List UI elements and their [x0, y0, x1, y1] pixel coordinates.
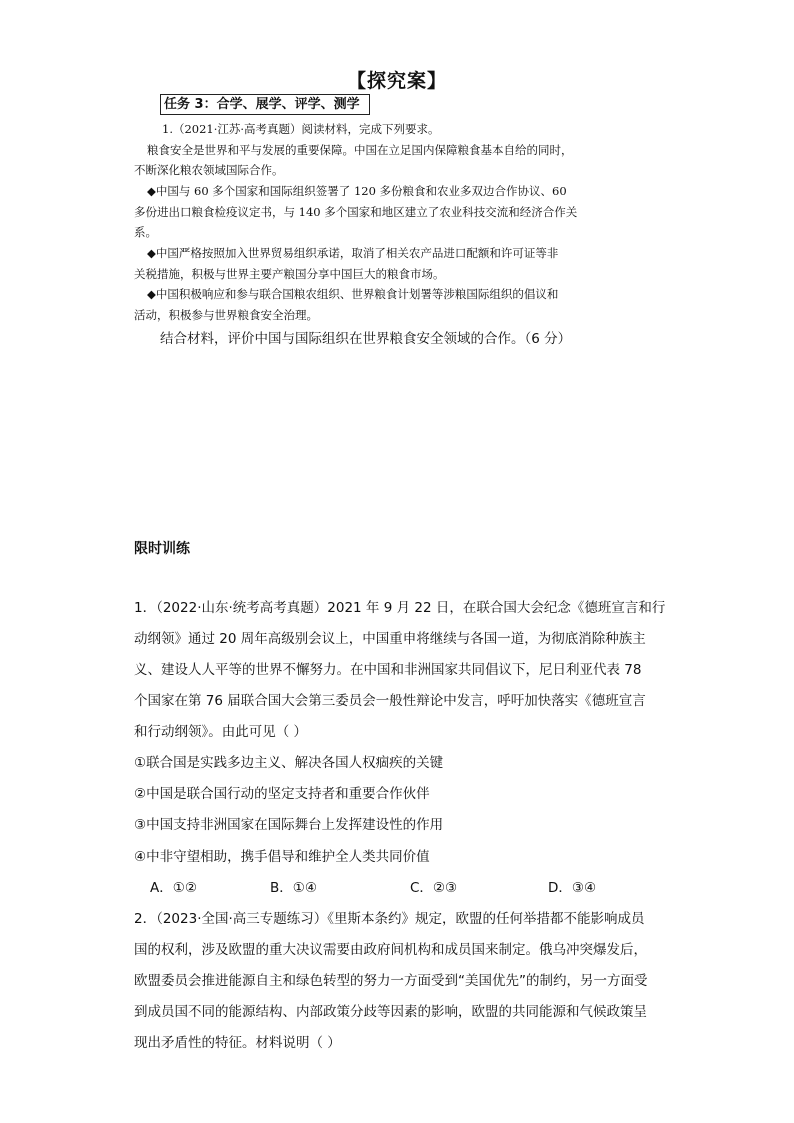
explore-q1-line: 1.（2021·江苏·高考真题）阅读材料，完成下列要求。	[162, 122, 440, 136]
training-q1-statement: ②中国是联合国行动的坚定支持者和重要合作伙伴	[134, 786, 430, 802]
training-title: 限时训练	[134, 541, 190, 557]
training-q1-statement: ①联合国是实践多边主义、解决各国人权痼疾的关键	[134, 755, 444, 771]
training-q1-line: 和行动纲领》。由此可见（ ）	[134, 724, 308, 740]
training-q1-statement: ③中国支持非洲国家在国际舞台上发挥建设性的作用	[134, 817, 444, 833]
task-title-box: 任务 3：合学、展学、评学、测学	[160, 94, 370, 115]
explore-q1-line: 活动，积极参与世界粮食安全治理。	[134, 308, 318, 322]
training-q1-option-d[interactable]: D．③④	[548, 880, 597, 896]
explore-q1-line: 粮食安全是世界和平与发展的重要保障。中国在立足国内保障粮食基本自给的同时，	[147, 143, 573, 157]
training-q1-line: 1．（2022·山东·统考高考真题）2021 年 9 月 22 日，在联合国大会纪念《德班宣言和行	[134, 600, 666, 616]
training-q2-line: 欧盟委员会推进能源自主和绿色转型的努力一方面受到“美国优先”的制约，另一方面受	[134, 973, 648, 989]
training-q1-option-a[interactable]: A．①②	[150, 880, 197, 896]
training-q1-option-c[interactable]: C．②③	[410, 880, 458, 896]
training-q2-line: 现出矛盾性的特征。材料说明（ ）	[134, 1035, 341, 1051]
explore-q1-line: ◆中国积极响应和参与联合国粮农组织、世界粮食计划署等涉粮国际组织的倡议和	[147, 287, 559, 301]
explore-q1-line: 不断深化粮农领域国际合作。	[134, 163, 284, 177]
training-q1-line: 义、建设人人平等的世界不懈努力。在中国和非洲国家共同倡议下，尼日利亚代表 78	[134, 662, 642, 678]
training-q1-option-b[interactable]: B．①④	[270, 880, 317, 896]
explore-q1-line: 多份进出口粮食检疫议定书，与 140 多个国家和地区建立了农业科技交流和经济合作关	[134, 205, 578, 219]
explore-heading: 【探究案】	[346, 70, 447, 92]
explore-q1-line: 关税措施，积极与世界主要产粮国分享中国巨大的粮食市场。	[134, 267, 445, 281]
training-q1-line: 个国家在第 76 届联合国大会第三委员会一般性辩论中发言，呼吁加快落实《德班宣言	[134, 693, 646, 709]
explore-q1-line: 系。	[134, 225, 157, 239]
training-q1-statement: ④中非守望相助，携手倡导和维护全人类共同价值	[134, 849, 430, 865]
training-q2-line: 到成员国不同的能源结构、内部政策分歧等因素的影响，欧盟的共同能源和气候政策呈	[134, 1004, 647, 1020]
training-q2-line: 2．（2023·全国·高三专题练习）《里斯本条约》规定，欧盟的任何举措都不能影响成员	[134, 911, 645, 927]
explore-q1-question: 结合材料，评价中国与国际组织在世界粮食安全领域的合作。（6 分）	[160, 331, 572, 347]
training-q1-line: 动纲领》通过 20 周年高级别会议上，中国重申将继续与各国一道，为彻底消除种族主	[134, 631, 646, 647]
explore-q1-line: ◆中国与 60 多个国家和国际组织签署了 120 多份粮食和农业多双边合作协议、60	[147, 184, 567, 198]
explore-q1-line: ◆中国严格按照加入世界贸易组织承诺，取消了相关农产品进口配额和许可证等非	[147, 246, 559, 260]
training-q2-line: 国的权利，涉及欧盟的重大决议需要由政府间机构和成员国来制定。俄乌冲突爆发后，	[134, 942, 647, 958]
